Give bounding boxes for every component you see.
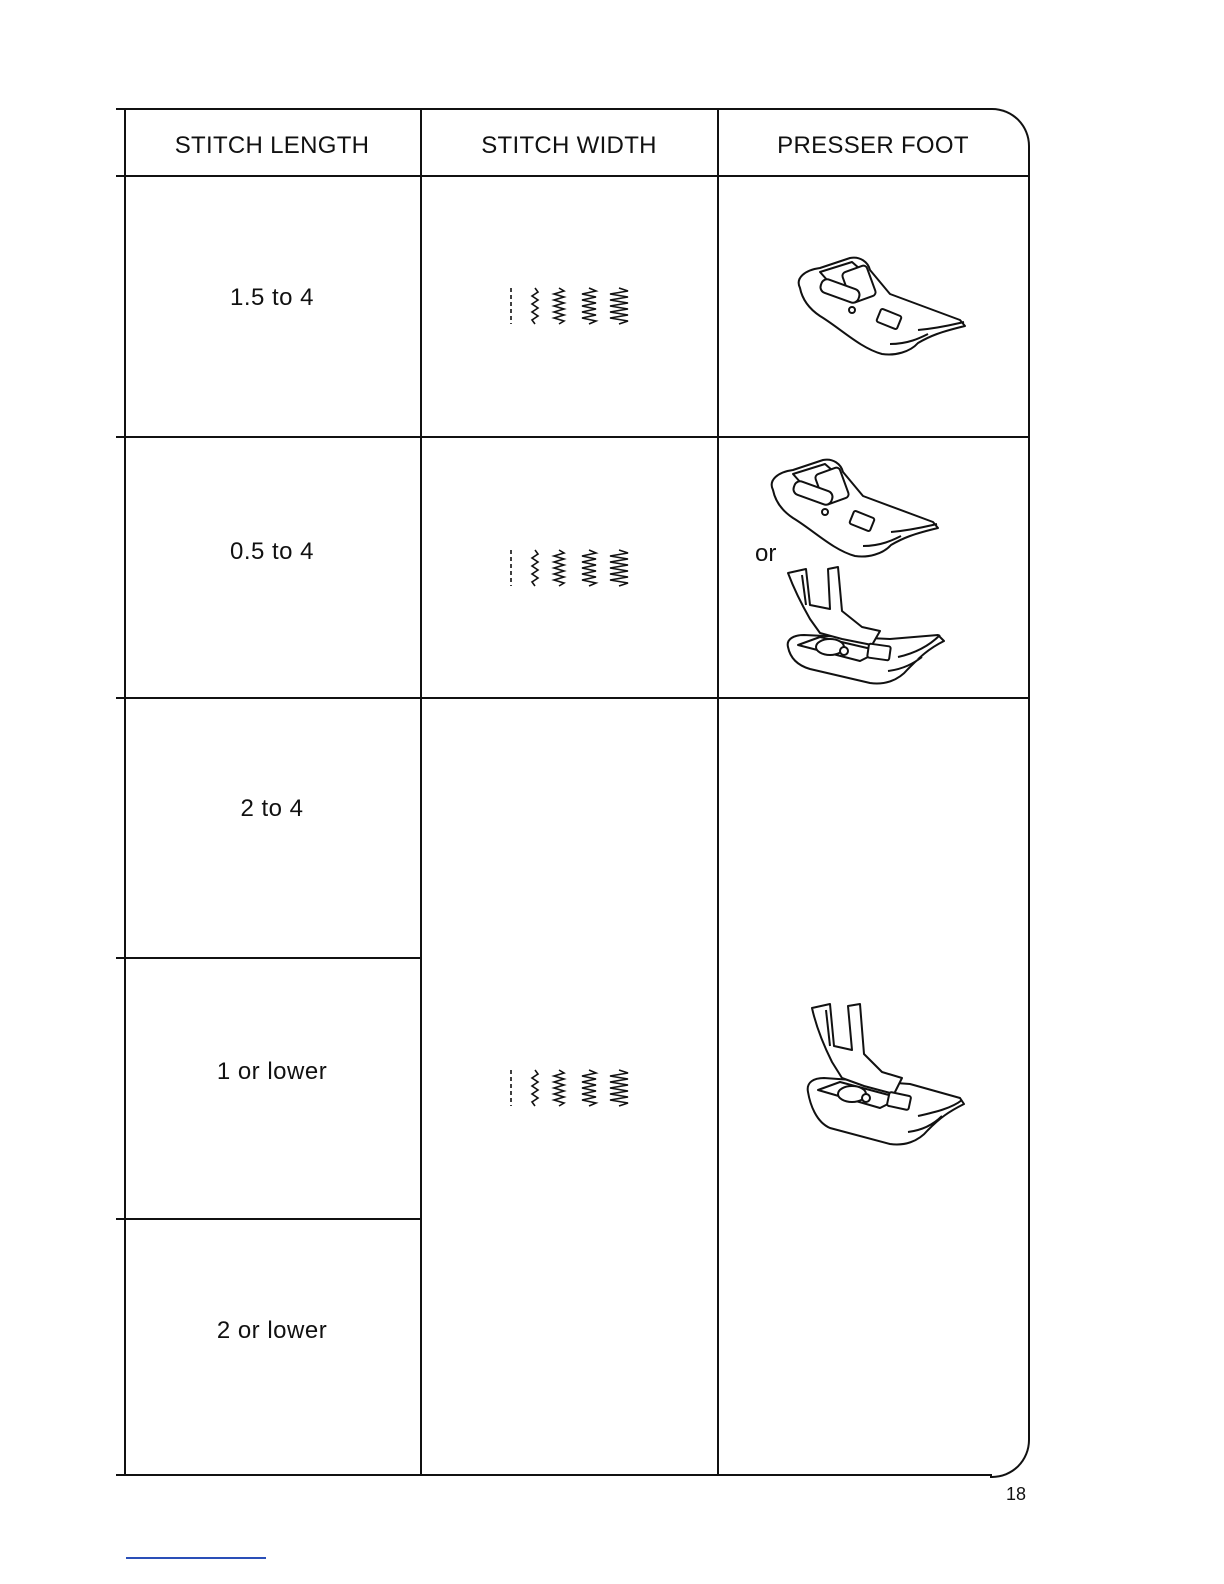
zigzag-width-range-icon bbox=[505, 286, 635, 328]
or-label: or bbox=[755, 540, 777, 567]
footer-rule bbox=[126, 1557, 266, 1559]
stitch-length-row-5: 2 or lower bbox=[216, 1317, 328, 1344]
stitch-length-row-1: 1.5 to 4 bbox=[229, 284, 315, 311]
row-divider-1 bbox=[116, 436, 1030, 438]
table-bottom-border bbox=[116, 1474, 992, 1476]
satin-stitch-presser-foot-icon bbox=[800, 1000, 970, 1150]
rounded-corner-bottom-right bbox=[990, 1432, 1030, 1478]
header-stitch-width: STITCH WIDTH bbox=[481, 132, 657, 159]
zigzag-presser-foot-icon bbox=[790, 248, 970, 363]
zigzag-width-range-icon bbox=[505, 548, 635, 590]
satin-stitch-presser-foot-icon bbox=[780, 565, 950, 693]
stitch-length-row-2: 0.5 to 4 bbox=[229, 538, 315, 565]
column-divider-1 bbox=[420, 108, 422, 1476]
header-presser-foot: PRESSER FOOT bbox=[777, 132, 969, 159]
row-divider-4 bbox=[116, 1218, 422, 1220]
rounded-corner-top-right bbox=[990, 108, 1030, 154]
stitch-length-row-4: 1 or lower bbox=[216, 1058, 328, 1085]
page-number: 18 bbox=[1006, 1484, 1027, 1504]
row-divider-2 bbox=[116, 697, 1030, 699]
header-stitch-length: STITCH LENGTH bbox=[174, 132, 370, 159]
table-left-border bbox=[124, 108, 126, 1476]
row-divider-3 bbox=[116, 957, 422, 959]
zigzag-width-range-icon bbox=[505, 1068, 635, 1110]
header-divider bbox=[116, 175, 1030, 177]
table-top-border bbox=[116, 108, 992, 110]
column-divider-2 bbox=[717, 108, 719, 1476]
zigzag-presser-foot-icon bbox=[763, 450, 943, 565]
stitch-length-row-3: 2 to 4 bbox=[240, 795, 304, 822]
table-right-border bbox=[1028, 152, 1030, 1434]
